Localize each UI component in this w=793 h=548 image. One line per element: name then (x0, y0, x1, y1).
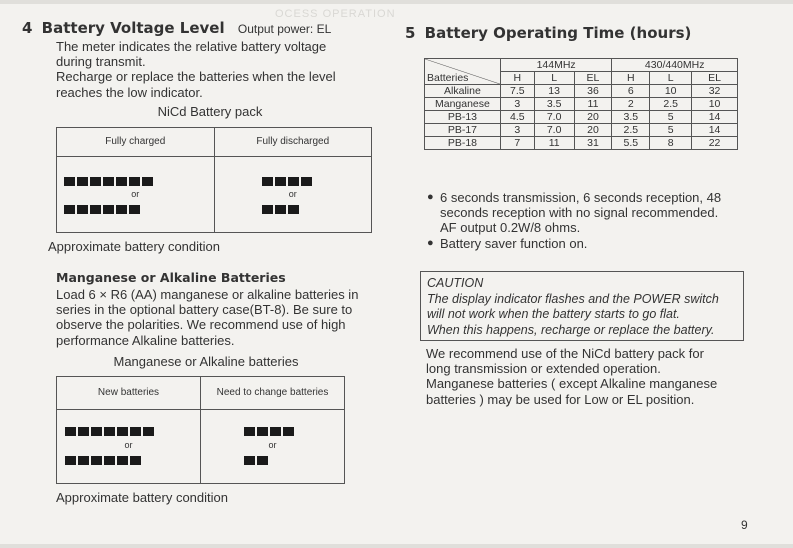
value-cell: 3 (500, 124, 534, 137)
battery-level-indicator (244, 427, 294, 436)
battery-segment (90, 205, 101, 214)
mode-header: EL (574, 72, 612, 85)
mode-header: EL (692, 72, 738, 85)
battery-segment (104, 456, 115, 465)
value-cell: 2.5 (650, 98, 692, 111)
table-row (425, 111, 738, 124)
battery-segment (130, 427, 141, 436)
value-cell: 5.5 (612, 137, 650, 150)
battery-segment (129, 177, 140, 186)
table-row (425, 137, 738, 150)
battery-name-cell: Alkaline (425, 85, 501, 98)
nicd-col-header: Fully discharged (215, 128, 372, 157)
operating-time-table (424, 58, 738, 150)
section-5-heading (405, 24, 691, 42)
recommend-line: We recommend use of the NiCd battery pack for (426, 346, 704, 361)
battery-segment (78, 427, 89, 436)
mode-header: H (612, 72, 650, 85)
bullet-dot: ● (427, 191, 434, 203)
value-cell: 7.0 (534, 124, 574, 137)
caution-box (420, 271, 744, 341)
value-cell: 10 (692, 98, 738, 111)
manganese-line: Load 6 × R6 (AA) manganese or alkaline batteries in (56, 287, 359, 302)
value-cell: 36 (574, 85, 612, 98)
value-cell: 8 (650, 137, 692, 150)
value-cell: 32 (692, 85, 738, 98)
battery-segment (65, 456, 76, 465)
section-4-number: 4 (22, 19, 33, 37)
battery-level-indicator (65, 456, 141, 465)
manganese-battery-figure (56, 376, 345, 484)
bullet-line: Battery saver function on. (440, 235, 588, 251)
value-cell: 3 (500, 98, 534, 111)
value-cell: 2 (612, 98, 650, 111)
bullet-line: AF output 0.2W/8 ohms. (440, 220, 581, 236)
bullet-line: 6 seconds transmission, 6 seconds reception, 48 (440, 190, 722, 205)
battery-meter-intro (56, 39, 386, 100)
value-cell: 11 (574, 98, 612, 111)
battery-segment (262, 205, 273, 214)
band-header: 430/440MHz (612, 59, 738, 72)
intro-line: Recharge or replace the batteries when the level (56, 69, 336, 85)
battery-segment (244, 456, 255, 465)
caution-line: When this happens, recharge or replace the battery. (427, 322, 715, 337)
battery-level-indicator (262, 205, 299, 214)
battery-segment (64, 177, 75, 186)
manganese-heading: Manganese or Alkaline Batteries (56, 270, 286, 285)
value-cell: 5 (650, 124, 692, 137)
battery-segment (78, 456, 89, 465)
nicd-col-header: Fully charged (57, 128, 214, 157)
battery-segment (283, 427, 294, 436)
battery-segment (288, 177, 299, 186)
value-cell: 5 (650, 111, 692, 124)
battery-segment (288, 205, 299, 214)
bullet-item (427, 236, 757, 251)
battery-level-indicator (65, 427, 154, 436)
battery-segment (91, 456, 102, 465)
value-cell: 20 (574, 124, 612, 137)
page-number: 9 (741, 518, 748, 532)
battery-segment (129, 205, 140, 214)
recommend-line: long transmission or extended operation. (426, 361, 661, 377)
battery-segment (64, 205, 75, 214)
battery-segment (142, 177, 153, 186)
battery-segment (117, 427, 128, 436)
battery-segment (275, 205, 286, 214)
battery-level-indicator (244, 456, 268, 465)
manganese-note: Approximate battery condition (56, 490, 228, 505)
battery-name-cell: PB-18 (425, 137, 501, 150)
manganese-line: observe the polarities. We recommend use of high (56, 317, 346, 333)
value-cell: 31 (574, 137, 612, 150)
battery-segment (103, 177, 114, 186)
recommend-line: batteries ) may be used for Low or EL position. (426, 391, 695, 407)
battery-segment (257, 456, 268, 465)
battery-segment (103, 205, 114, 214)
battery-segment (116, 205, 127, 214)
nicd-caption: NiCd Battery pack (157, 104, 263, 119)
manganese-col-header: Need to change batteries (201, 377, 344, 410)
recommend-line: Manganese batteries ( except Alkaline manganese (426, 376, 718, 392)
bullet-dot: ● (427, 236, 434, 249)
value-cell: 22 (692, 137, 738, 150)
mode-header: L (534, 72, 574, 85)
battery-name-cell: Manganese (425, 98, 501, 111)
band-header: 144MHz (500, 59, 612, 72)
battery-name-cell: PB-17 (425, 124, 501, 137)
recommendation-text (426, 346, 756, 407)
bullet-item (427, 190, 757, 236)
table-row (425, 98, 738, 111)
nicd-battery-figure (56, 127, 372, 233)
manganese-line: performance Alkaline batteries. (56, 332, 235, 348)
battery-segment (77, 177, 88, 186)
intro-line: during transmit. (56, 54, 146, 70)
caution-title: CAUTION (427, 276, 484, 290)
bullet-line: seconds reception with no signal recommended. (440, 205, 719, 221)
battery-level-indicator (64, 205, 140, 214)
value-cell: 10 (650, 85, 692, 98)
manganese-new-column (57, 377, 200, 483)
value-cell: 6 (612, 85, 650, 98)
mode-header: L (650, 72, 692, 85)
nicd-fully-discharged-column (214, 128, 372, 232)
output-power-label: Output power: EL (237, 22, 332, 36)
value-cell: 20 (574, 111, 612, 124)
value-cell: 11 (534, 137, 574, 150)
value-cell: 14 (692, 111, 738, 124)
battery-segment (77, 205, 88, 214)
value-cell: 7.0 (534, 111, 574, 124)
value-cell: 3.5 (534, 98, 574, 111)
manganese-text (56, 287, 396, 348)
battery-segment (65, 427, 76, 436)
value-cell: 13 (534, 85, 574, 98)
battery-segment (91, 427, 102, 436)
diagonal-divider (425, 59, 500, 84)
value-cell: 3.5 (612, 111, 650, 124)
battery-segment (301, 177, 312, 186)
section-4-title: Battery Voltage Level (41, 19, 225, 37)
battery-segment (143, 427, 154, 436)
or-label: or (124, 440, 133, 450)
value-cell: 7 (500, 137, 534, 150)
battery-segment (117, 456, 128, 465)
nicd-fully-charged-column (57, 128, 214, 232)
manganese-col-header: New batteries (57, 377, 200, 410)
battery-name-cell: PB-13 (425, 111, 501, 124)
manganese-line: series in the optional battery case(BT-8). Be sure to (56, 302, 353, 318)
battery-segment (275, 177, 286, 186)
value-cell: 2.5 (612, 124, 650, 137)
battery-segment (130, 456, 141, 465)
value-cell: 4.5 (500, 111, 534, 124)
value-cell: 7.5 (500, 85, 534, 98)
battery-segment (270, 427, 281, 436)
or-label: or (268, 440, 277, 450)
battery-segment (257, 427, 268, 436)
operating-notes (427, 190, 757, 251)
table-row (425, 124, 738, 137)
manganese-change-column (200, 377, 344, 483)
battery-level-indicator (262, 177, 312, 186)
or-label: or (131, 189, 140, 199)
intro-line: The meter indicates the relative battery voltage (56, 39, 327, 54)
section-4-heading (22, 19, 331, 37)
table-row (425, 85, 738, 98)
batteries-label: Batteries (427, 72, 469, 84)
nicd-note: Approximate battery condition (48, 239, 220, 254)
manganese-caption: Manganese or Alkaline batteries (113, 354, 299, 369)
section-5-title: Battery Operating Time (hours) (424, 24, 692, 42)
table-corner-cell (425, 59, 501, 85)
battery-segment (116, 177, 127, 186)
battery-segment (104, 427, 115, 436)
battery-segment (244, 427, 255, 436)
caution-line: The display indicator flashes and the POWER switch (427, 291, 719, 306)
value-cell: 14 (692, 124, 738, 137)
intro-line: reaches the low indicator. (56, 84, 203, 100)
or-label: or (288, 189, 297, 199)
battery-segment (90, 177, 101, 186)
battery-level-indicator (64, 177, 153, 186)
mode-header: H (500, 72, 534, 85)
battery-segment (262, 177, 273, 186)
section-5-number: 5 (405, 24, 416, 42)
caution-line: will not work when the battery starts to go flat. (427, 307, 680, 321)
